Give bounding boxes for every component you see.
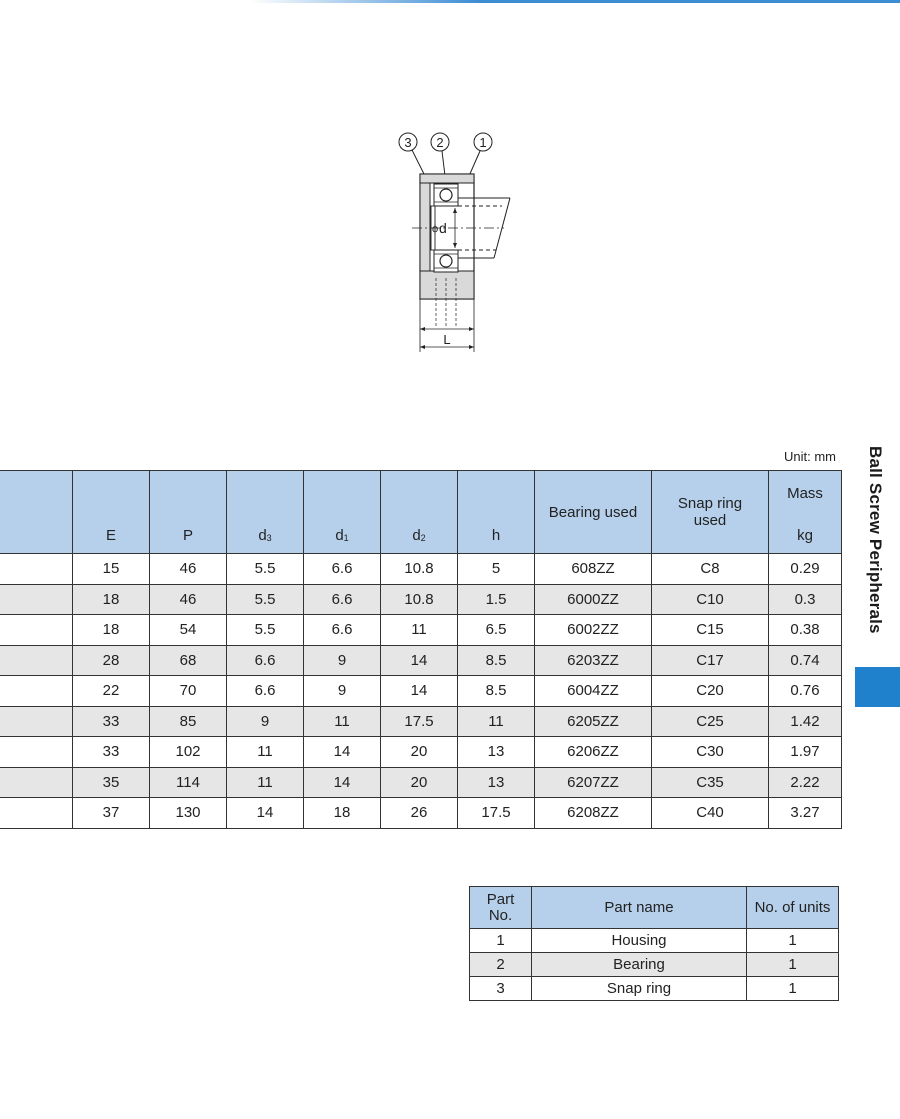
- cell-d3: 5.5: [227, 615, 304, 646]
- cell-h: 8.5: [458, 676, 535, 707]
- cell-E: 28: [73, 645, 150, 676]
- cell-bearing: 6203ZZ: [535, 645, 652, 676]
- row-blank-cell: [0, 706, 73, 737]
- callout-2-label: 2: [436, 135, 444, 150]
- cell-P: 46: [150, 554, 227, 585]
- cell-d1: 11: [304, 706, 381, 737]
- parts-row: [470, 977, 839, 1001]
- cell-snap: C17: [652, 645, 769, 676]
- cell-E: 37: [73, 798, 150, 829]
- callout-3-label: 3: [404, 135, 412, 150]
- cell-E: 18: [73, 584, 150, 615]
- header-P: P: [150, 471, 227, 554]
- cell-d3: 11: [227, 767, 304, 798]
- table-row: [0, 706, 842, 737]
- table-row: [0, 615, 842, 646]
- cell-d2: 14: [381, 676, 458, 707]
- cell-bearing: 6004ZZ: [535, 676, 652, 707]
- parts-row: [470, 929, 839, 953]
- cell-h: 13: [458, 767, 535, 798]
- parts-cell-name: Snap ring: [532, 977, 747, 1001]
- header-snap-ring-used: Snap ring used: [652, 471, 769, 554]
- cell-E: 33: [73, 706, 150, 737]
- bore-label: d: [439, 220, 447, 236]
- cell-d3: 11: [227, 737, 304, 768]
- header-part-no: Part No.: [470, 887, 532, 929]
- header-no-of-units: No. of units: [747, 887, 839, 929]
- cell-h: 17.5: [458, 798, 535, 829]
- cell-P: 102: [150, 737, 227, 768]
- header-d1: $d_1$: [304, 471, 381, 554]
- cell-h: 5: [458, 554, 535, 585]
- cell-d3: 6.6: [227, 676, 304, 707]
- cell-snap: C20: [652, 676, 769, 707]
- row-blank-cell: [0, 798, 73, 829]
- cell-mass: 3.27: [769, 798, 842, 829]
- cell-bearing: 6206ZZ: [535, 737, 652, 768]
- cell-d1: 18: [304, 798, 381, 829]
- cell-bearing: 6207ZZ: [535, 767, 652, 798]
- cell-d3: 6.6: [227, 645, 304, 676]
- cell-d2: 20: [381, 767, 458, 798]
- header-E: E: [73, 471, 150, 554]
- header-d2: $d_2$: [381, 471, 458, 554]
- cell-snap: C30: [652, 737, 769, 768]
- header-h: h: [458, 471, 535, 554]
- cell-d2: 10.8: [381, 554, 458, 585]
- cell-mass: 1.42: [769, 706, 842, 737]
- support-unit-drawing: [392, 128, 514, 358]
- cell-P: 114: [150, 767, 227, 798]
- cell-d3: 5.5: [227, 584, 304, 615]
- cell-E: 35: [73, 767, 150, 798]
- parts-cell-name: Bearing: [532, 953, 747, 977]
- cell-E: 18: [73, 615, 150, 646]
- row-blank-cell: [0, 645, 73, 676]
- cell-mass: 0.29: [769, 554, 842, 585]
- cell-E: 33: [73, 737, 150, 768]
- header-row: [0, 471, 842, 554]
- cell-d1: 6.6: [304, 615, 381, 646]
- cell-h: 6.5: [458, 615, 535, 646]
- cell-P: 68: [150, 645, 227, 676]
- parts-cell-units: 1: [747, 977, 839, 1001]
- parts-cell-no: 3: [470, 977, 532, 1001]
- cell-bearing: 6000ZZ: [535, 584, 652, 615]
- table-row: [0, 584, 842, 615]
- cell-P: 130: [150, 798, 227, 829]
- cell-snap: C35: [652, 767, 769, 798]
- cell-bearing: 6208ZZ: [535, 798, 652, 829]
- parts-header-row: [470, 887, 839, 929]
- parts-cell-units: 1: [747, 953, 839, 977]
- cell-snap: C10: [652, 584, 769, 615]
- cell-h: 11: [458, 706, 535, 737]
- header-bearing-used: Bearing used: [535, 471, 652, 554]
- section-tab-marker: [855, 667, 900, 707]
- cell-E: 22: [73, 676, 150, 707]
- section-tab-label: Ball Screw Peripherals: [866, 446, 885, 634]
- cell-d1: 9: [304, 645, 381, 676]
- header-d3: $d_3$: [227, 471, 304, 554]
- cell-snap: C25: [652, 706, 769, 737]
- cell-d2: 11: [381, 615, 458, 646]
- cell-d3: 5.5: [227, 554, 304, 585]
- callout-1-label: 1: [479, 135, 487, 150]
- cell-bearing: 6205ZZ: [535, 706, 652, 737]
- cell-d1: 9: [304, 676, 381, 707]
- parts-row: [470, 953, 839, 977]
- cell-snap: C8: [652, 554, 769, 585]
- parts-cell-no: 1: [470, 929, 532, 953]
- parts-cell-units: 1: [747, 929, 839, 953]
- cell-d1: 14: [304, 767, 381, 798]
- table-row: [0, 798, 842, 829]
- bore-symbol: ϕ: [432, 223, 439, 235]
- table-row: [0, 554, 842, 585]
- length-label: L: [443, 332, 451, 347]
- cell-mass: 0.76: [769, 676, 842, 707]
- cell-P: 46: [150, 584, 227, 615]
- table-row: [0, 645, 842, 676]
- cell-bearing: 6002ZZ: [535, 615, 652, 646]
- cell-d1: 6.6: [304, 554, 381, 585]
- cell-d3: 9: [227, 706, 304, 737]
- header-blank: [0, 471, 73, 554]
- cell-d2: 17.5: [381, 706, 458, 737]
- cell-d2: 26: [381, 798, 458, 829]
- unit-label: Unit: mm: [784, 449, 836, 464]
- cell-d2: 14: [381, 645, 458, 676]
- cell-d2: 20: [381, 737, 458, 768]
- cell-d2: 10.8: [381, 584, 458, 615]
- table-row: [0, 737, 842, 768]
- cell-mass: 0.3: [769, 584, 842, 615]
- parts-cell-no: 2: [470, 953, 532, 977]
- cell-P: 70: [150, 676, 227, 707]
- cell-h: 1.5: [458, 584, 535, 615]
- row-blank-cell: [0, 737, 73, 768]
- cell-P: 85: [150, 706, 227, 737]
- cell-mass: 0.74: [769, 645, 842, 676]
- cell-mass: 0.38: [769, 615, 842, 646]
- cell-P: 54: [150, 615, 227, 646]
- cell-snap: C15: [652, 615, 769, 646]
- cell-d1: 6.6: [304, 584, 381, 615]
- row-blank-cell: [0, 615, 73, 646]
- dimension-table: [0, 470, 842, 829]
- row-blank-cell: [0, 584, 73, 615]
- header-part-name: Part name: [532, 887, 747, 929]
- table-row: [0, 676, 842, 707]
- cell-mass: 2.22: [769, 767, 842, 798]
- row-blank-cell: [0, 676, 73, 707]
- cell-d1: 14: [304, 737, 381, 768]
- cell-mass: 1.97: [769, 737, 842, 768]
- cell-bearing: 608ZZ: [535, 554, 652, 585]
- cell-snap: C40: [652, 798, 769, 829]
- row-blank-cell: [0, 554, 73, 585]
- top-rule: [250, 0, 900, 3]
- cell-h: 13: [458, 737, 535, 768]
- cell-E: 15: [73, 554, 150, 585]
- parts-list-table: [469, 886, 839, 1001]
- cell-d3: 14: [227, 798, 304, 829]
- parts-cell-name: Housing: [532, 929, 747, 953]
- cell-h: 8.5: [458, 645, 535, 676]
- row-blank-cell: [0, 767, 73, 798]
- header-mass: Mass kg: [769, 471, 842, 554]
- table-row: [0, 767, 842, 798]
